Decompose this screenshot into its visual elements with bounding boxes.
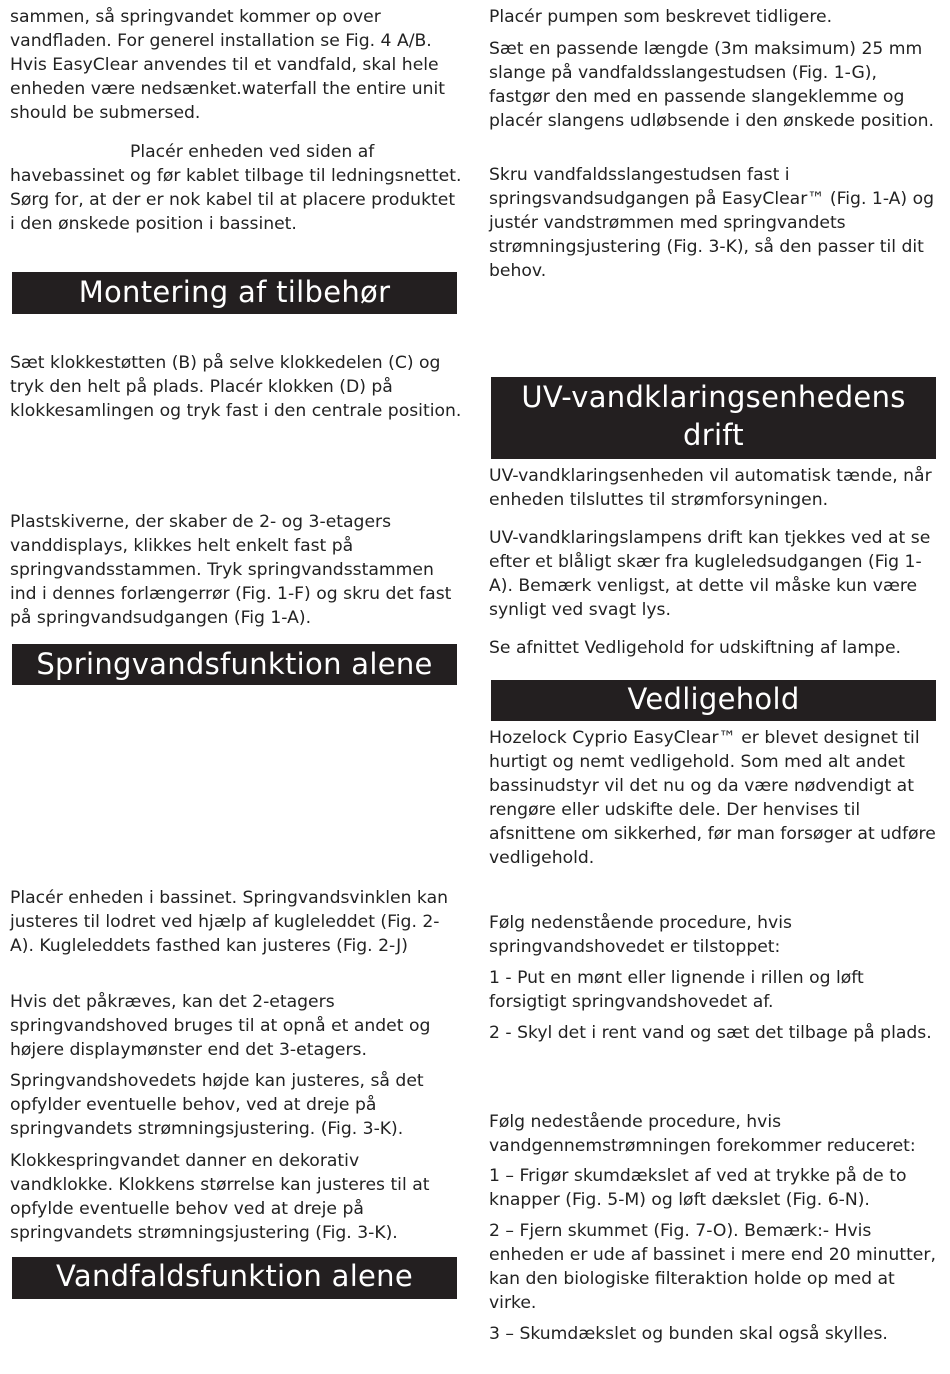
- paragraph-bell-assembly: Sæt klokkestøtten (B) på selve klokkedelen (C) og tryk den helt på plads. Placér klokken (D) på klokkesamlingen og tryk fast i den centrale position.: [10, 353, 462, 421]
- paragraph-maintenance-intro: Hozelock Cyprio EasyClear™ er blevet designet til hurtigt og nemt vedligehold. Som med alt andet bassinudstyr vil det nu og da være nødvendigt at rengøre eller udskifte dele. Der henvises til afsnittene om sikkerhed, før man forsøger at udføre vedligehold.: [489, 728, 936, 868]
- list-item-flow-2: 2 – Fjern skummet (Fig. 7-O). Bemærk:- Hvis enheden er ude af bassinet i mere end 20 minutter, kan den biologiske filteraktion holde op med at virke.: [489, 1221, 936, 1313]
- paragraph-placement: Placér enheden ved siden af havebassinet og før kablet tilbage til ledningsnettet. Sørg for, at der er nok kabel til at placere produktet i den ønskede position i bassinet.: [10, 142, 462, 234]
- paragraph-uv-check: UV-vandklaringslampens drift kan tjekkes ved at se efter et blåligt skær fra kugleledsudgangen (Fig 1-A). Bemærk venligst, at dette vil måske kun være synligt ved svagt lys.: [489, 528, 931, 620]
- heading-springvandsfunktion: Springvandsfunktion alene: [12, 644, 457, 685]
- paragraph-uv-auto: UV-vandklaringsenheden vil automatisk tænde, når enheden tilsluttes til strømforsyningen.: [489, 466, 932, 510]
- paragraph-reduced-flow-procedure: Følg nedestående procedure, hvis vandgennemstrømningen forekommer reduceret:: [489, 1112, 916, 1156]
- heading-uv-drift-line2: drift: [683, 418, 744, 452]
- paragraph-pump-placement: Placér pumpen som beskrevet tidligere.: [489, 7, 833, 27]
- list-item-flow-1: 1 – Frigør skumdækslet af ved at trykke på de to knapper (Fig. 5-M) og løft dækslet (Fig. 6-N).: [489, 1166, 907, 1210]
- list-item-clogged-1: 1 - Put en mønt eller lignende i rillen og løft forsigtigt springvandshovedet af.: [489, 968, 864, 1012]
- paragraph-installation-intro: sammen, så springvandet kommer op over vandfladen. For generel installation se Fig. 4 A/B. Hvis EasyClear anvendes til et vandfald, skal hele enheden være nedsænket.waterfall the entire unit should be submersed.: [10, 7, 446, 123]
- paragraph-lamp-replacement: Se afnittet Vedligehold for udskiftning af lampe.: [489, 638, 902, 658]
- heading-vandfaldsfunktion: Vandfaldsfunktion alene: [12, 1257, 457, 1299]
- list-item-flow-3: 3 – Skumdækslet og bunden skal også skylles.: [489, 1324, 888, 1344]
- list-item-clogged-2: 2 - Skyl det i rent vand og sæt det tilbage på plads.: [489, 1023, 932, 1043]
- paragraph-fountain-height: Springvandshovedets højde kan justeres, så det opfylder eventuelle behov, ved at dreje på springvandets strømningsjustering. (Fig. 3-K).: [10, 1071, 424, 1139]
- heading-montering: Montering af tilbehør: [12, 272, 457, 314]
- paragraph-two-tier: Hvis det påkræves, kan det 2-etagers springvandshoved bruges til at opnå et andet og højere displaymønster end det 3-etagers.: [10, 992, 431, 1060]
- paragraph-clogged-procedure: Følg nedenstående procedure, hvis springvandshovedet er tilstoppet:: [489, 913, 792, 957]
- heading-vedligehold: Vedligehold: [491, 680, 936, 721]
- paragraph-hose: Sæt en passende længde (3m maksimum) 25 mm slange på vandfaldsslangestudsen (Fig. 1-G), fastgør den med en passende slangeklemme og placér slangens udløbsende i den ønskede position.: [489, 39, 934, 131]
- heading-uv-drift-line1: UV-vandklaringsenhedens: [521, 380, 906, 414]
- paragraph-fountain-angle: Placér enheden i bassinet. Springvandsvinklen kan justeres til lodret ved hjælp af kugleleddet (Fig. 2-A). Kugleleddets fasthed kan justeres (Fig. 2-J): [10, 888, 449, 956]
- heading-uv-drift: [491, 377, 936, 459]
- paragraph-waterfall-spigot: Skru vandfaldsslangestudsen fast i springsvandsudgangen på EasyClear™ (Fig. 1-A) og justér vandstrømmen med springvandets strømningsjustering (Fig. 3-K), så den passer til dit behov.: [489, 165, 934, 281]
- paragraph-plastic-discs: Plastskiverne, der skaber de 2- og 3-etagers vanddisplays, klikkes helt enkelt fast på springvandsstammen. Tryk springvandsstammen ind i dennes forlængerrør (Fig. 1-F) og skru det fast på springvandsudgangen (Fig 1-A).: [10, 512, 452, 628]
- paragraph-bell-fountain: Klokkespringvandet danner en dekorativ vandklokke. Klokkens størrelse kan justeres til at opfylde eventuelle behov ved at dreje på springvandets strømningsjustering (Fig. 3-K).: [10, 1151, 430, 1243]
